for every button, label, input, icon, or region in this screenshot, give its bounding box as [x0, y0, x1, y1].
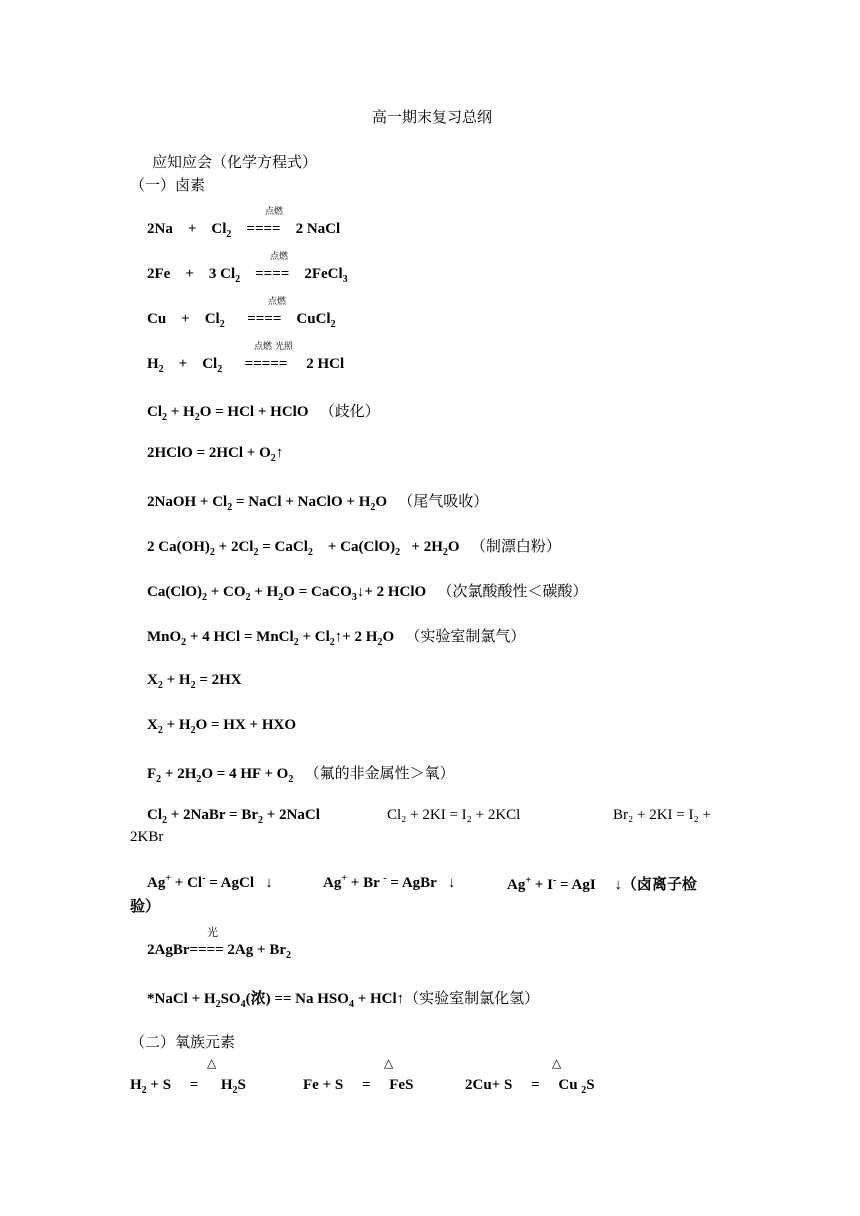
equation-na-cl2: 2Na + $Cl_2$ ==== 2 NaCl	[147, 221, 341, 240]
equation-nacl-h2so4: *NaCl + $H_2SO_4$(浓) == Na $HSO_4$ + HCl↑（实验室制氯化氢）	[147, 989, 540, 1010]
equation-h2-cl2: $H_2$ + $Cl_2$ ===== 2 HCl	[147, 356, 345, 375]
equation-hclo-decomp: 2HClO = $2HCl + O_2↑$	[147, 445, 284, 464]
note-bleach: （制漂白粉）	[470, 537, 561, 555]
note-tail-gas: （尾气吸收）	[398, 492, 489, 510]
equation-x2-h2: $X_2 + H_2 = 2HX$	[147, 672, 242, 691]
heat-symbol: △	[207, 1056, 217, 1070]
note-halide-test: （卤离子检	[621, 875, 697, 893]
equation-mno2-hcl: MnO$_2$ + 4 HCl = MnCl$_2$ + $Cl_2↑+ 2$ $H_2O$ （实验室制氯气）	[147, 627, 526, 648]
equation-f2-h2o: $F_2 + 2H_2O = 4$ HF + $O_2$ （氟的非金属性＞氧）	[147, 764, 455, 785]
equation-br2-ki: Br₂ + 2KI = I₂ +	[613, 807, 711, 823]
note-lab-cl2: （实验室制氯气）	[405, 627, 526, 645]
heat-symbol: △	[552, 1056, 562, 1070]
equation-naoh-cl2: 2NaOH + $Cl_2$ = NaCl + NaClO + $H_2O$ （尾气吸收）	[147, 492, 489, 513]
equation-x2-h2o: $X_2 + H_2O$ = HX + HXO	[147, 717, 296, 736]
equation-cu-cl2: Cu + $Cl_2$ ==== CuCl$_2$	[147, 311, 336, 330]
condition-label: 点燃	[270, 252, 289, 262]
equation-cl2-h2o: $Cl_2 + H_2O$ = HCl + HClO （歧化）	[147, 402, 380, 423]
note-disproportionation: （歧化）	[319, 402, 380, 420]
note-acidity: （次氯酸酸性＜碳酸）	[437, 582, 588, 600]
equation-cl2-ki: Cl₂ + 2KI = I₂ + 2KCl	[387, 807, 521, 823]
equation-caclo2-co2: $Ca(ClO)_2 + CO_2 + H_2O$ = CaCO$_3$↓+ 2 HClO （次氯酸酸性＜碳酸）	[147, 582, 588, 603]
equation-fe-s: Fe + S = FeS	[303, 1077, 414, 1093]
section-heading-halogen: （一）卤素	[130, 176, 206, 194]
condition-label: 点燃	[268, 297, 287, 307]
equation-br2-ki-cont: 2KBr	[130, 829, 164, 845]
equation-ag-cl: Ag+ + Cl- = AgCl ↓	[147, 873, 273, 891]
page-title: 高一期末复习总纲	[372, 108, 493, 126]
equation-ag-i: Ag+ + I- = AgI ↓（卤离子检	[507, 875, 697, 893]
note-fluorine: （氟的非金属性＞氧）	[304, 764, 455, 782]
condition-label: 点燃	[265, 207, 284, 217]
equation-agbr-decomp: 2AgBr==== $2Ag + Br_2$	[147, 942, 291, 961]
note-halide-test-cont: 验）	[130, 897, 161, 915]
equation-h2-s: $H_2 + S$ = $H_2S$	[130, 1077, 246, 1096]
heat-symbol: △	[384, 1056, 394, 1070]
equation-ag-br: Ag+ + Br - = AgBr ↓	[323, 873, 456, 891]
condition-label: 点燃 光照	[254, 342, 293, 352]
note-lab-hcl: （实验室制氯化氢）	[404, 989, 540, 1007]
equation-cu-s: 2Cu+ S = Cu $_2$S	[465, 1077, 595, 1096]
condition-label: 光	[207, 926, 218, 939]
page-subtitle: 应知应会（化学方程式）	[152, 153, 318, 171]
section-heading-oxygen: （二）氧族元素	[130, 1033, 236, 1051]
equation-bleach: 2 $Ca(OH)_2 + 2Cl_2$ = CaCl$_2$ + $Ca(ClO)_2 + 2H_2O$ （制漂白粉）	[147, 537, 561, 558]
equation-fe-cl2: 2Fe + 3 $Cl_2$ ==== 2FeCl$_3$	[147, 266, 348, 285]
equation-cl2-nabr: $Cl_2$ + 2NaBr = $Br_2$ + 2NaCl	[147, 807, 320, 826]
